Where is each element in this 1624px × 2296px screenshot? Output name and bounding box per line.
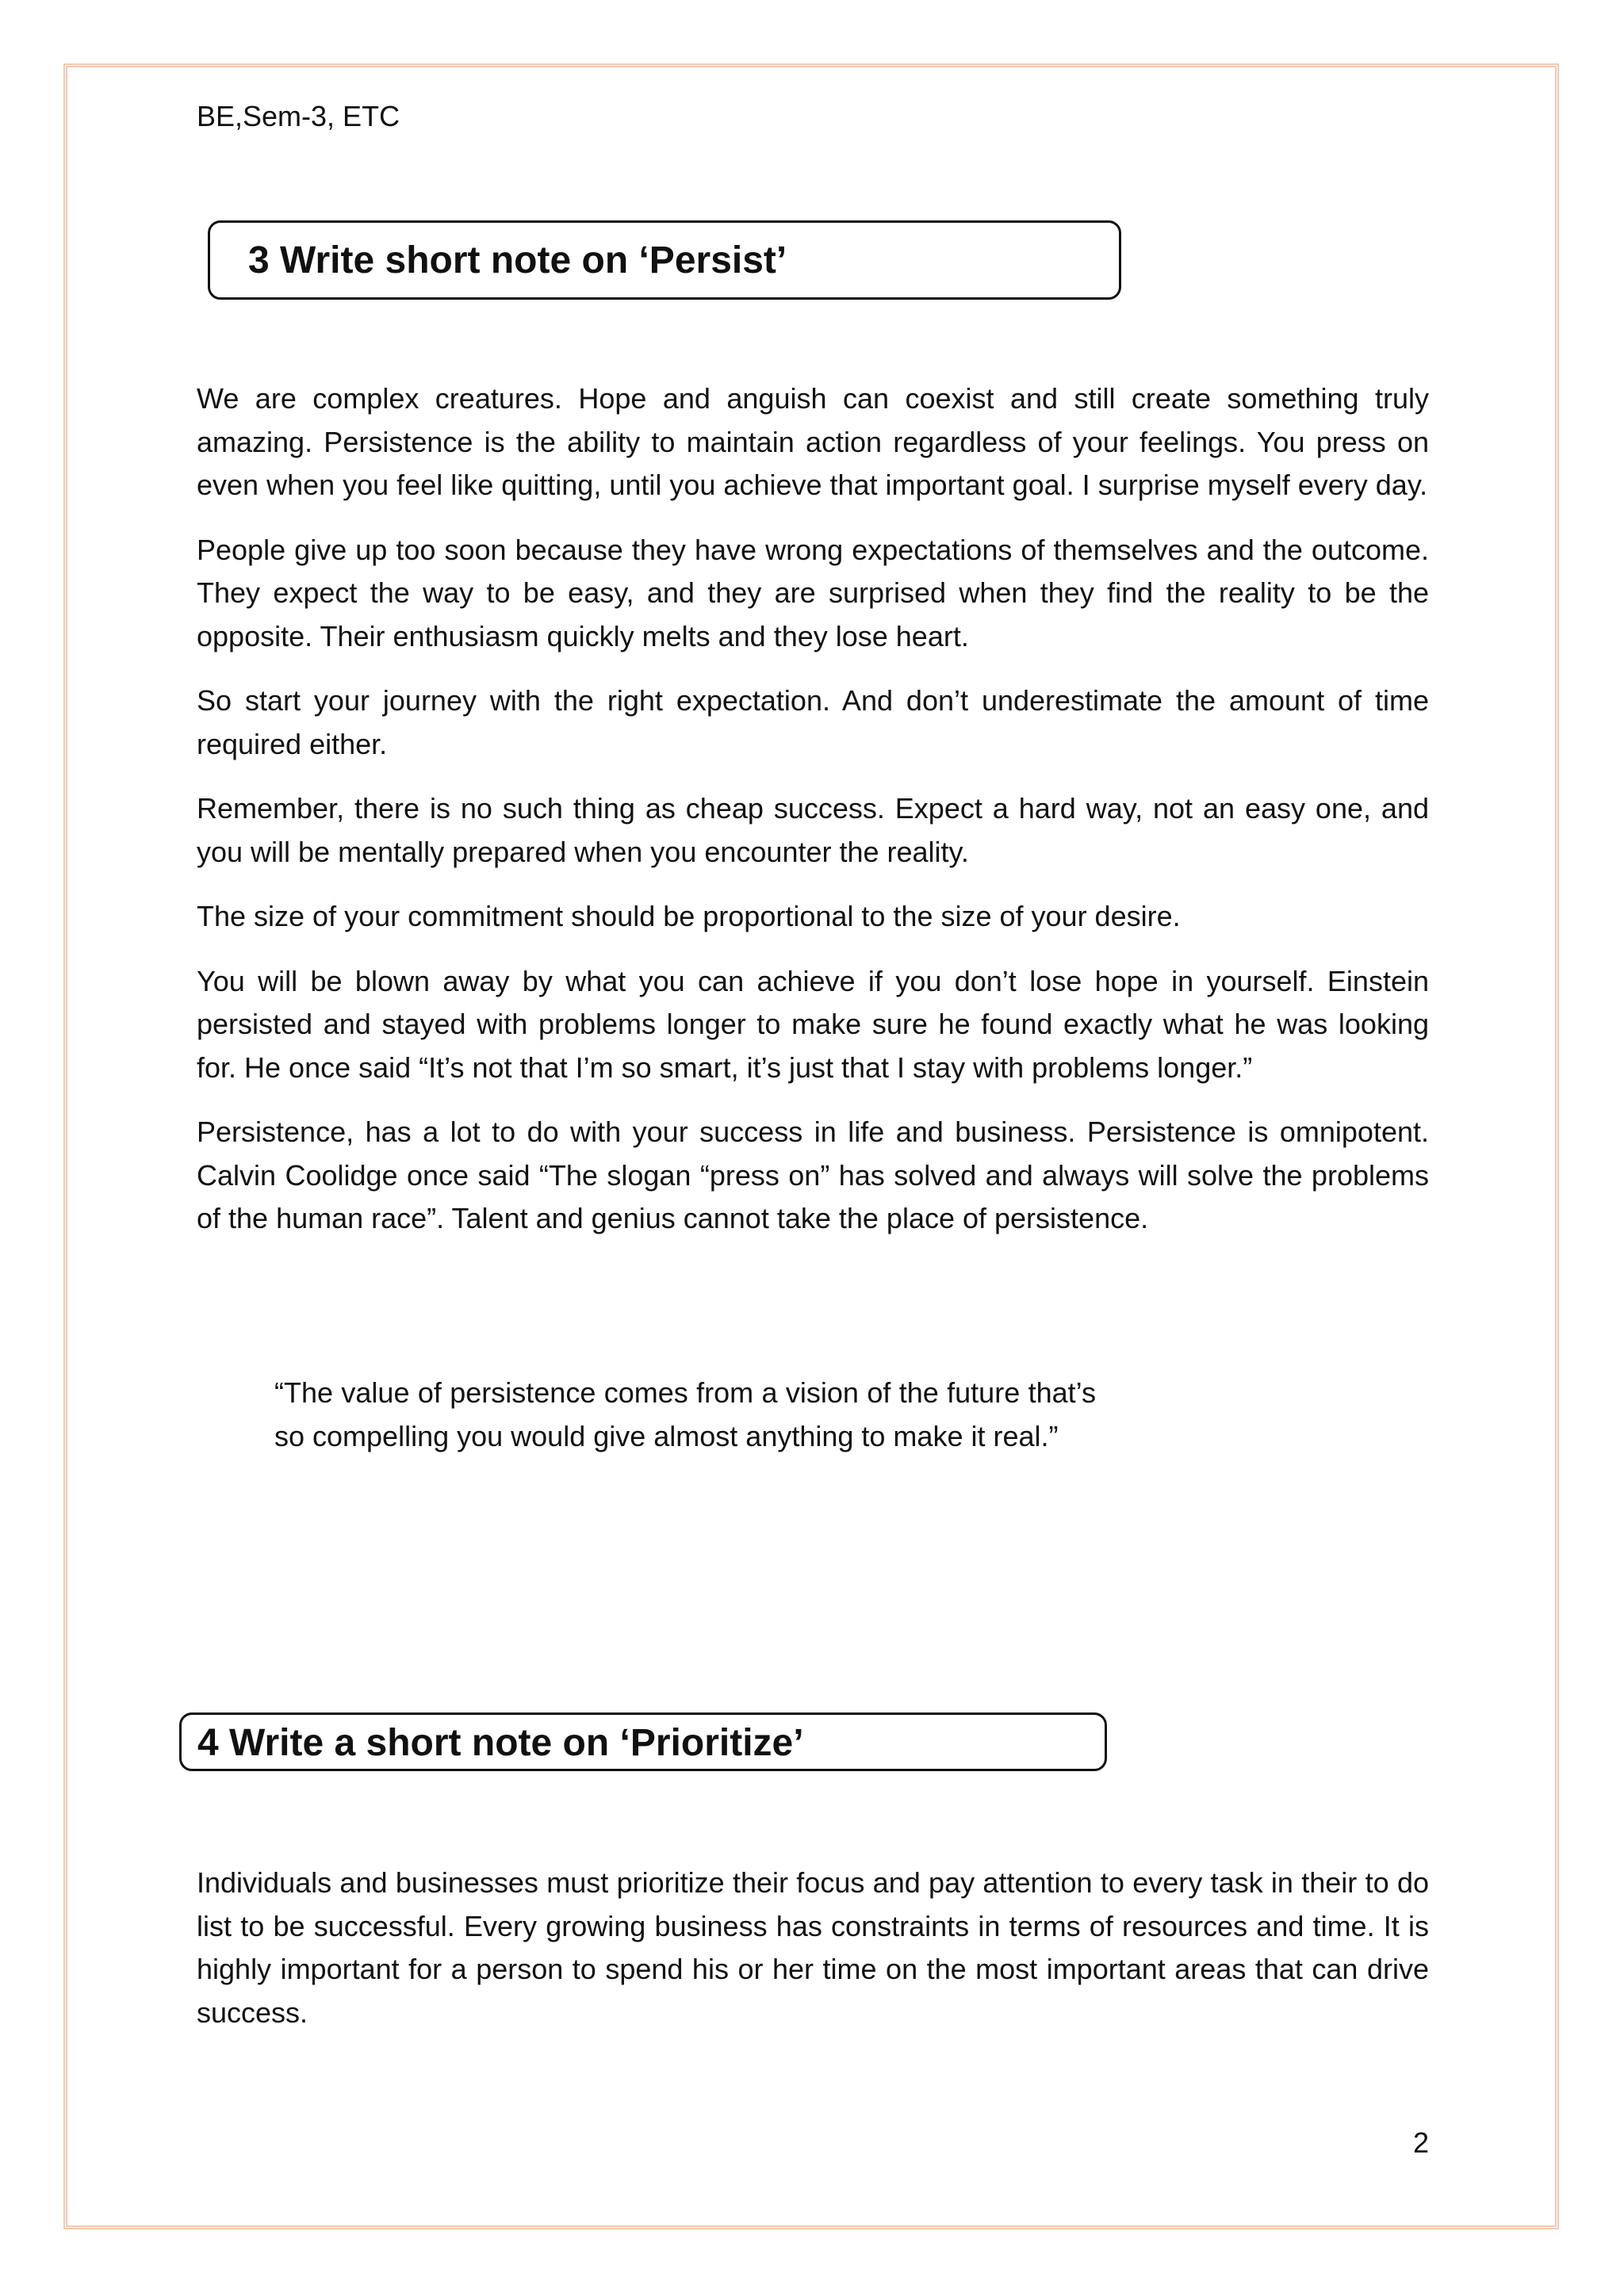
section-3-paragraph: You will be blown away by what you can achieve if you don’t lose hope in yourself. Einstein persisted and stayed with problems longer to make sure he found exactly what he was looking for. He once said “It’s not that I’m so smart, it’s just that I stay with problems longer.” — [197, 964, 1429, 1084]
section-3-body — [197, 377, 1429, 1262]
persistence-quote: “The value of persistence comes from a vision of the future that’s so compelling you would give almost anything to make it real.” — [274, 1376, 1096, 1452]
section-3-paragraph: Remember, there is no such thing as cheap success. Expect a hard way, not an easy one, and you will be mentally prepared when you encounter the reality. — [197, 792, 1429, 868]
page-number: 2 — [1413, 2126, 1430, 2159]
section-4-paragraph: Individuals and businesses must prioritize their focus and pay attention to every task in their to do list to be successful. Every growing business has constraints in terms of resources and time. It is highly important for a person to spend his or her time on the most important areas that can drive success. — [197, 1866, 1429, 2029]
section-3-paragraph: We are complex creatures. Hope and anguish can coexist and still create something truly amazing. Persistence is the ability to maintain action regardless of your feelings. You press on even when you feel like quitting, until you achieve that important goal. I surprise myself every day. — [197, 382, 1429, 501]
section-4-heading: 4 Write a short note on ‘Prioritize’ — [197, 1722, 804, 1764]
header-course-label: BE,Sem-3, ETC — [197, 100, 400, 132]
section-3-heading: 3 Write short note on ‘Persist’ — [248, 239, 787, 281]
section-3-heading-box — [208, 220, 1121, 300]
section-3-paragraph: People give up too soon because they have wrong expectations of themselves and the outcome. They expect the way to be easy, and they are surprised when they find the reality to be the opposite. Their enthusiasm quickly melts and they lose heart. — [197, 533, 1429, 652]
section-3-paragraph: Persistence, has a lot to do with your success in life and business. Persistence is omnipotent. Calvin Coolidge once said “The slogan “press on” has solved and always will solve the problems of the human race”. Talent and genius cannot take the place of persistence. — [197, 1115, 1429, 1234]
section-3-paragraph: The size of your commitment should be proportional to the size of your desire. — [197, 900, 1181, 932]
section-4-body — [197, 1862, 1429, 2056]
section-3-paragraph: So start your journey with the right expectation. And don’t underestimate the amount of time required either. — [197, 684, 1429, 760]
section-4-heading-box — [179, 1712, 1107, 1771]
